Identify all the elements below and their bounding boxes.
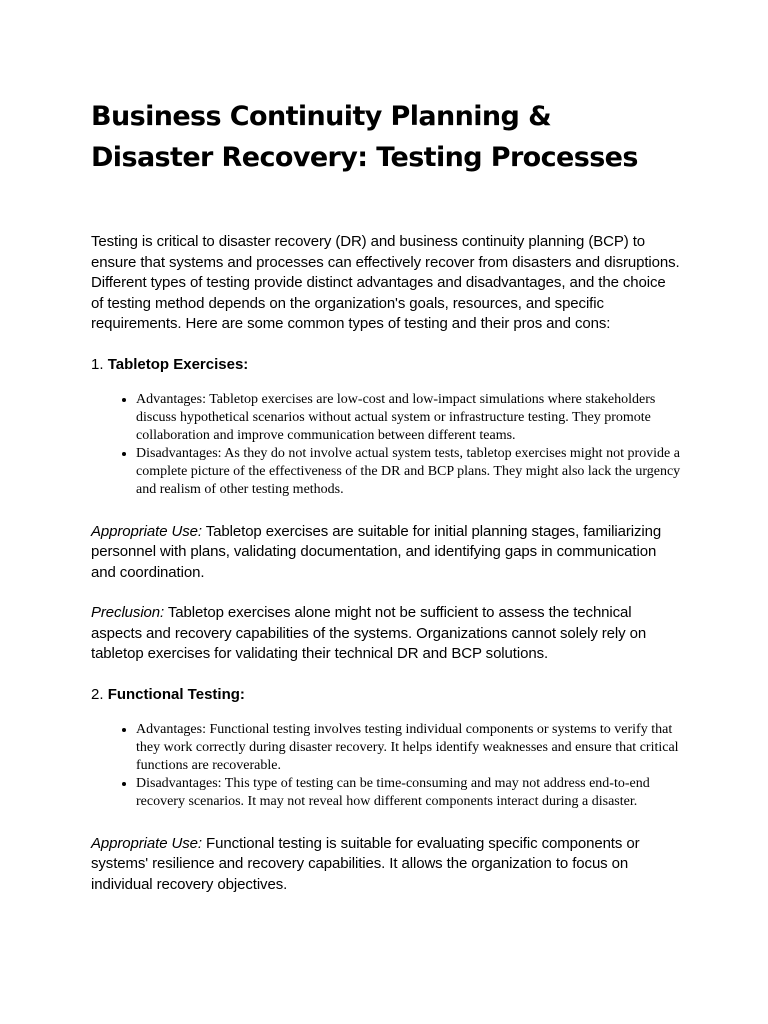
section-number: 2. — [91, 685, 104, 703]
intro-paragraph: Testing is critical to disaster recovery (DR) and business continuity planning (BCP) to ensure that systems and processes can effectively recover from disasters and disruptions. Different types of testing provide distinct advantages and disadvantages, and the choice of testing method depends on the organization's goals, resources, and specific requirements. Here are some common types of testing and their pros and cons: — [91, 233, 680, 332]
functional-appropriate-use — [91, 834, 681, 896]
section-heading-functional — [91, 685, 681, 705]
tabletop-appropriate-use — [91, 522, 681, 584]
preclusion-label: Preclusion: — [91, 604, 165, 621]
functional-pros-cons-list — [91, 721, 681, 811]
appropriate-use-text: Tabletop exercises are suitable for initial planning stages, familiarizing personnel with plans, validating documentation, and identifying gaps in communication and coordination. — [91, 522, 662, 581]
list-item-advantages: • Advantages: Tabletop exercises are low-cost and low-impact simulations where stakeholders discuss hypothetical scenarios without actual system or infrastructure testing. They promote collaboration and improve communication between different teams. — [136, 391, 681, 445]
list-item-advantages: • Advantages: Functional testing involves testing individual components or systems to verify that they work correctly during disaster recovery. It helps identify weaknesses and ensure that critical functions are recoverable. — [136, 721, 681, 775]
tabletop-pros-cons-list — [91, 391, 681, 499]
section-title: Tabletop Exercises: — [107, 355, 249, 373]
section-number: 1. — [91, 355, 104, 373]
appropriate-use-text: Functional testing is suitable for evaluating specific components or systems' resilience and recovery capabilities. It allows the organization to focus on individual recovery objectives. — [91, 834, 640, 893]
preclusion-text: Tabletop exercises alone might not be sufficient to assess the technical aspects and recovery capabilities of the systems. Organizations cannot solely rely on tabletop exercises for validating their technical DR and BCP solutions. — [91, 604, 647, 662]
section-title: Functional Testing: — [107, 685, 245, 703]
appropriate-use-label: Appropriate Use: — [91, 834, 202, 852]
document-page — [91, 96, 681, 915]
tabletop-preclusion — [91, 603, 681, 665]
section-heading-tabletop — [91, 355, 681, 375]
appropriate-use-label: Appropriate Use: — [91, 522, 202, 540]
list-item-disadvantages: • Disadvantages: As they do not involve actual system tests, tabletop exercises might not provide a complete picture of the effectiveness of the DR and BCP plans. They might also lack the urgency and realism of other testing methods. — [136, 445, 681, 499]
document-title: Business Continuity Planning & Disaster Recovery: Testing Processes — [91, 101, 638, 173]
list-item-disadvantages: • Disadvantages: This type of testing can be time-consuming and may not address end-to-end recovery scenarios. It may not reveal how different components interact during a disaster. — [136, 775, 681, 811]
